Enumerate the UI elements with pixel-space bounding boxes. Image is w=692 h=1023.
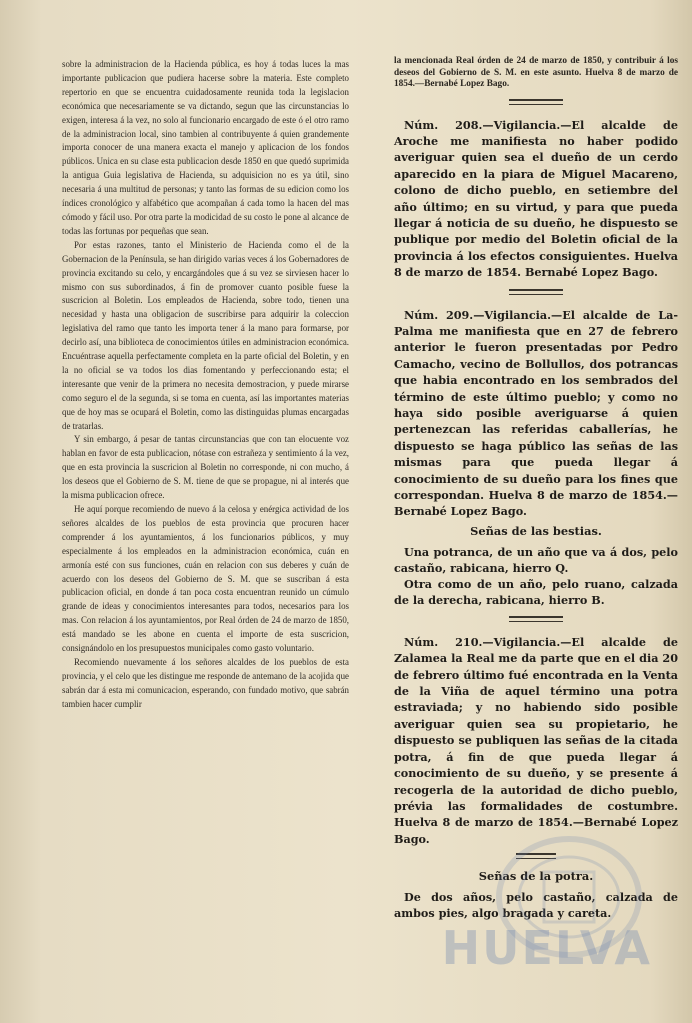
left-paragraph-4: He aquí porque recomiendo de nuevo á la celosa y enérgica actividad de los señores alcaldes de los pueblos de esta provincia que procuren hacer comprender á los ayuntamientos, á los funcionarios públicos, y muy especialmente á los empleados en la administracion económica, cuán en armonía esté con sus funciones, cuán en relacion con sus deberes y cuán de acuerdo con los deseos del Gobierno de S. M. que se suscriban á esta publicacion oficial, en donde á tan poca costa encuentran reunido un cúmulo grande de ideas y conocimientos interesantes para todos, necesarios para los mas. Con relacion á los ayuntamientos, por Real órden de 24 de marzo de 1850, está mandado se les abone en cuenta el importe de esta suscricion, consignándolo en los presupuestos municipales como gasto voluntario. <box>62 504 349 654</box>
notice-209: Núm. 209.—Vigilancia.—El alcalde de La-Palma me manifiesta que en 27 de febrero anterior le fueron presentadas por Pedro Camacho, vecino de Bollullos, dos potrancas que habia encontrado en los sembrados del término de este último pueblo; y como no haya sido posible averiguarse á quien pertenezcan las referidas caballerías, he dispuesto se haga público las señas de las mismas para que pueda llegar á conocimiento de su dueño para los fines que correspondan. Huelva 8 de marzo de 1854.—Bernabé Lopez Bago. <box>394 307 678 519</box>
separator <box>509 289 563 295</box>
notice-209-description-1: Una potranca, de un año que va á dos, pelo castaño, rabicana, hierro Q. <box>394 544 678 575</box>
notice-210: Núm. 210.—Vigilancia.—El alcalde de Zalamea la Real me da parte que en el dia 20 de febrero último fué encontrada en la Venta de la Viña de aquel término una potra estraviada; y no habiendo sido posible averiguar quien sea su propietario, he dispuesto se publiquen las señas de la citada potra, á fin de que pueda llegar á conocimiento de su dueño, y se presente á recogerla de la autoridad de dicho pueblo, prévia las formalidades de costumbre. Huelva 8 de marzo de 1854.—Bernabé Lopez Bago. <box>394 634 678 846</box>
left-paragraph-2: Por estas razones, tanto el Ministerio de Hacienda como el de la Gobernacion de la Península, se han dirigido varias veces á los Gobernadores de provincia excitando su celo, y encargándoles que á su vez se sirviesen hacer lo mismo con sus subordinados, á fin de promover cuanto posible fuese la suscricion al Boletin. Los empleados de Hacienda, sobre todo, tienen una necesidad y hasta una obligacion de suscribirse para adquirir la coleccion legislativa del ramo que tanto les importa tener á la mano para formarse, por decirlo así, una biblioteca de conocimientos útiles en administracion económica. Encuéntrase aquella perfectamente completa en la parte oficial del Boletin, y en la no oficial se va todos los dias fomentando y perfeccionando esta; el interesante que venir de la primera no necesita demostracion, y puede mirarse como seguro el de la segunda, si se toma en cuenta, así las importantes materias que de hoy mas se ocupará el Boletin, como las distinguidas plumas encargadas de tratarlas. <box>62 239 349 431</box>
notice-209-description-2: Otra como de un año, pelo ruano, calzada de la derecha, rabicana, hierro B. <box>394 576 678 607</box>
left-column <box>62 58 349 712</box>
left-paragraph-1: sobre la administracion de la Hacienda pública, es hoy á todas luces la mas importante publicacion que pudiera hacerse sobre la materia. Este completo repertorio en que se encuentra cuidadosamente reunida toda la legislacion económica que necesariamente se va dictando, segun que las circunstancias lo exigen, interesa á la vez, no solo al funcionario encargado de este ó el otro ramo de la administracion local, sino tambien al contribuyente á quien grandemente importa conocer de una manera exacta el manejo y aplicacion de los fondos públicos. Unica en su clase esta publicacion desde 1850 en que quedó suprimida la antigua Guia legislativa de Hacienda, su adquisicion no es ya útil, sino necesaria á una multitud de personas; y tanto las formas de su edicion como los índices cronológico y alfabético que acompañan á cada tomo la hacen del mas cómodo y fácil uso. Por otra parte la modicidad de su costo le pone al alcance de todas las fortunas por pequeñas que sean. <box>62 59 349 236</box>
separator <box>509 99 563 105</box>
separator <box>509 616 563 622</box>
right-column <box>394 56 678 921</box>
left-paragraph-3: Y sin embargo, á pesar de tantas circunstancias que con tan elocuente voz hablan en favor de esta publicacion, nótase con estrañeza y sentimiento á la vez, que en esta provincia la suscricion al Boletin no corresponde, ni con mucho, á los deseos que el Gobierno de S. M. tiene de que se propague, ni al interés que la misma publicacion ofrece. <box>62 434 349 501</box>
notice-210-heading: Señas de la potra. <box>478 869 594 884</box>
notice-209-heading: Señas de las bestias. <box>470 523 602 538</box>
continuation-text: la mencionada Real órden de 24 de marzo de 1850, y contribuir á los deseos del Gobierno de S. M. en este asunto. Huelva 8 de marzo de 1854.—Bernabé Lopez Bago. <box>394 56 678 89</box>
notice-210-description-1: De dos años, pelo castaño, calzada de ambos pies, algo bragada y careta. <box>394 890 678 921</box>
watermark-text: HUELVA <box>441 921 652 975</box>
left-paragraph-5: Recomiendo nuevamente á los señores alcaldes de los pueblos de esta provincia, y el celo que les distingue me responde de antemano de la acojida que sabrán dar á esta mi comunicacion, esperando, con fundado motivo, que sabrán tambien hacer cumplir <box>62 656 349 709</box>
notice-208: Núm. 208.—Vigilancia.—El alcalde de Aroche me manifiesta no haber podido averiguar quien sea el dueño de un cerdo aparecido en la piara de Miguel Macareno, colono de dicho pueblo, en setiembre del año último; en su virtud, y para que pueda llegar á noticia de su dueño, he dispuesto se publique por medio del Boletin oficial de la provincia á los efectos consiguientes. Huelva 8 de marzo de 1854. Bernabé Lopez Bago. <box>394 117 678 280</box>
